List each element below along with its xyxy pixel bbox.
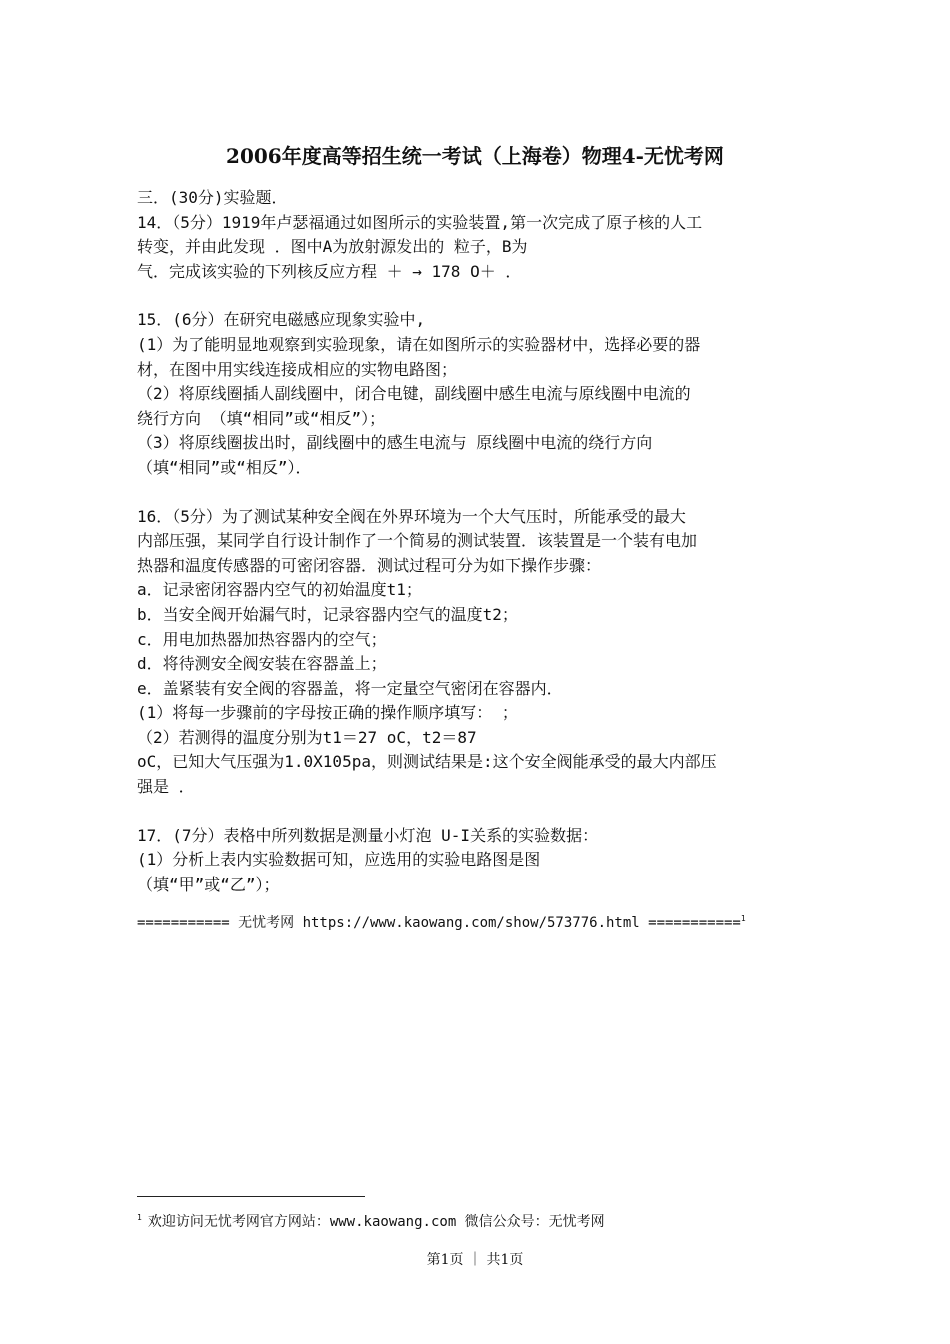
section-heading bbox=[137, 186, 817, 211]
document-body bbox=[137, 186, 817, 897]
paragraph-gap bbox=[137, 481, 817, 505]
text-line: 材，在图中用实线连接成相应的实物电路图； bbox=[137, 359, 458, 379]
text-line: a．记录密闭容器内空气的初始温度t1； bbox=[137, 580, 422, 600]
text-line: （3）将原线圈拔出时，副线圈中的感生电流与 原线圈中电流的绕行方向 bbox=[137, 433, 653, 453]
question-17 bbox=[137, 824, 817, 898]
text-line: (1）分析上表内实验数据可知，应选用的实验电路图是图 bbox=[137, 850, 541, 870]
text-line: e．盖紧装有安全阀的容器盖，将一定量空气密闭在容器内． bbox=[137, 678, 563, 698]
text-line: 转变，并由此发现 ．图中A为放射源发出的 粒子，B为 bbox=[137, 237, 528, 257]
page-number: 第1页 ｜ 共1页 bbox=[426, 1252, 524, 1268]
source-divider-text[interactable]: =========== 无忧考网 https://www.kaowang.com/show/573776.html =========== bbox=[137, 915, 741, 931]
text-line: 三．(30分)实验题． bbox=[137, 188, 288, 207]
text-line: b．当安全阀开始漏气时，记录容器内空气的温度t2； bbox=[137, 604, 518, 624]
text-line: 内部压强，某同学自行设计制作了一个简易的测试装置．该装置是一个装有电加 bbox=[137, 531, 698, 551]
text-line: 15．(6分）在研究电磁感应现象实验中, bbox=[137, 310, 426, 330]
text-line: oC，已知大气压强为1.0X105pa，则测试结果是:这个安全阀能承受的最大内部压 bbox=[137, 752, 717, 772]
text-line: 16．（5分）为了测试某种安全阀在外界环境为一个大气压时，所能承受的最大 bbox=[137, 506, 686, 526]
source-divider bbox=[137, 912, 746, 932]
paragraph-gap bbox=[137, 800, 817, 824]
text-line: （2）若测得的温度分别为t1＝27 oC，t2＝87 bbox=[137, 727, 477, 747]
document-title: 2006年度高等招生统一考试（上海卷）物理4-无忧考网 bbox=[226, 144, 724, 168]
text-line: c．用电加热器加热容器内的空气； bbox=[137, 629, 387, 649]
text-line: 热器和温度传感器的可密闭容器．测试过程可分为如下操作步骤： bbox=[137, 555, 602, 575]
footnote bbox=[137, 1211, 605, 1231]
paragraph-gap bbox=[137, 284, 817, 308]
text-line: 强是 ． bbox=[137, 777, 195, 797]
question-16 bbox=[137, 505, 817, 800]
text-line: 绕行方向 （填“相同”或“相反”）； bbox=[137, 408, 386, 428]
question-15 bbox=[137, 308, 817, 480]
text-line: （2）将原线圈插人副线圈中，闭合电键，副线圈中感生电流与原线圈中电流的 bbox=[137, 384, 691, 404]
footnote-text: 欢迎访问无忧考网官方网站：www.kaowang.com 微信公众号：无忧考网 bbox=[147, 1214, 605, 1230]
text-line: 14．（5分）1919年卢瑟福通过如图所示的实验装置,第一次完成了原子核的人工 bbox=[137, 212, 703, 232]
text-line: （填“甲”或“乙”）； bbox=[137, 874, 280, 894]
text-line: d．将待测安全阀安装在容器盖上； bbox=[137, 654, 387, 674]
text-line: 气．完成该实验的下列核反应方程 ＋ → 178 O＋ ． bbox=[137, 261, 522, 281]
text-line: (1）为了能明显地观察到实验现象，请在如图所示的实验器材中，选择必要的器 bbox=[137, 334, 701, 354]
question-14 bbox=[137, 211, 817, 285]
text-line: (1）将每一步骤前的字母按正确的操作顺序填写： ； bbox=[137, 703, 518, 723]
footnote-mark: 1 bbox=[137, 1213, 142, 1222]
footnote-rule bbox=[137, 1196, 365, 1197]
text-line: 17．(7分）表格中所列数据是测量小灯泡 U-I关系的实验数据： bbox=[137, 825, 599, 845]
footnote-ref: 1 bbox=[740, 914, 746, 923]
text-line: （填“相同”或“相反”）． bbox=[137, 457, 312, 477]
